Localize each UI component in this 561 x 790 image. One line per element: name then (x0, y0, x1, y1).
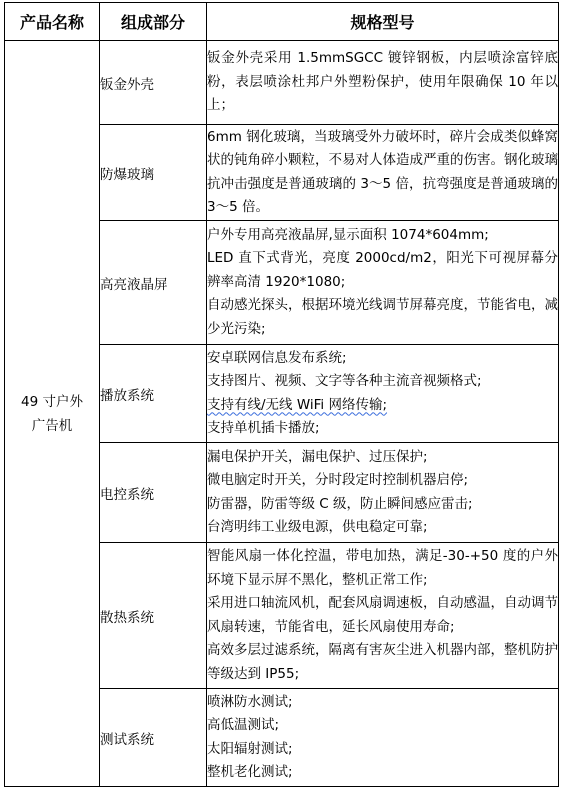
spec-line: 采用进口轴流风机，配套风扇调速板，自动感温，自动调节风扇转速，节能省电，延长风扇使用寿命; (207, 595, 558, 635)
spec-cell (207, 689, 559, 787)
table-row (5, 41, 559, 125)
header-row (5, 3, 559, 41)
spec-cell (207, 221, 559, 345)
component-cell: 散热系统 (100, 543, 207, 689)
spec-line: 微电脑定时开关，分时段定时控制机器启停; (207, 472, 469, 488)
spec-line: 太阳辐射测试; (207, 740, 293, 757)
spec-cell (207, 41, 559, 125)
spec-line: 户外专用高亮液晶屏,显示面积 1074*604mm; (207, 226, 489, 243)
spec-line: 支持图片、视频、文字等各种主流音视频格式; (207, 373, 482, 389)
spec-cell (207, 543, 559, 689)
spec-line: LED 直下式背光，亮度 2000cd/m2，阳光下可视屏幕分辨率高清 1920*1080; (207, 250, 558, 290)
header-spec-model: 规格型号 (207, 3, 559, 41)
spec-line: 支持有线/无线 WiFi 网络传输; (207, 396, 388, 413)
header-component: 组成部分 (100, 3, 207, 41)
spec-line: 漏电保护开关，漏电保护、过压保护; (207, 448, 428, 465)
spec-line: 钣金外壳采用 1.5mmSGCC 镀锌钢板，内层喷涂富锌底粉，表层喷涂杜邦户外塑粉保护，使用年限确保 10 年以上； (207, 50, 558, 114)
spec-line: 高效多层过滤系统，隔离有害灰尘进入机器内部，整机防护等级达到 IP55; (207, 642, 558, 682)
spec-line: 高低温测试; (207, 717, 280, 733)
component-cell: 防爆玻璃 (100, 125, 207, 221)
spec-cell (207, 125, 559, 221)
component-cell: 钣金外壳 (100, 41, 207, 125)
spec-line: 整机老化测试; (207, 764, 293, 780)
product-name-cell (5, 41, 100, 787)
spec-cell (207, 345, 559, 443)
spec-line: 支持单机插卡播放; (207, 420, 320, 436)
spec-line: 防雷器，防雷等级 C 级，防止瞬间感应雷击; (207, 495, 473, 512)
component-cell: 播放系统 (100, 345, 207, 443)
header-product-name: 产品名称 (5, 3, 100, 41)
spec-line: 智能风扇一体化控温，带电加热，满足-30-+50 度的户外环境下显示屏不黑化，整机正常工作; (207, 548, 558, 588)
spec-line: 安卓联网信息发布系统; (207, 349, 347, 366)
spec-cell (207, 443, 559, 543)
product-name-line-2: 广告机 (31, 417, 73, 434)
component-cell: 测试系统 (100, 689, 207, 787)
product-name-line-1: 49 寸户外 (21, 393, 83, 410)
spec-line: 6mm 钢化玻璃，当玻璃受外力破坏时，碎片会成类似蜂窝状的钝角碎小颗粒，不易对人体造成严重的伤害。钢化玻璃抗冲击强度是普通玻璃的 3～5 倍，抗弯强度是普通玻璃的 3～5 倍。 (207, 128, 558, 215)
spec-line: 台湾明纬工业级电源，供电稳定可靠; (207, 519, 428, 535)
component-cell: 高亮液晶屏 (100, 221, 207, 345)
component-cell: 电控系统 (100, 443, 207, 543)
spec-table (4, 2, 559, 787)
spec-line: 喷淋防水测试; (207, 693, 293, 710)
spec-line: 自动感光探头，根据环境光线调节屏幕亮度，节能省电，减少光污染; (207, 297, 558, 337)
